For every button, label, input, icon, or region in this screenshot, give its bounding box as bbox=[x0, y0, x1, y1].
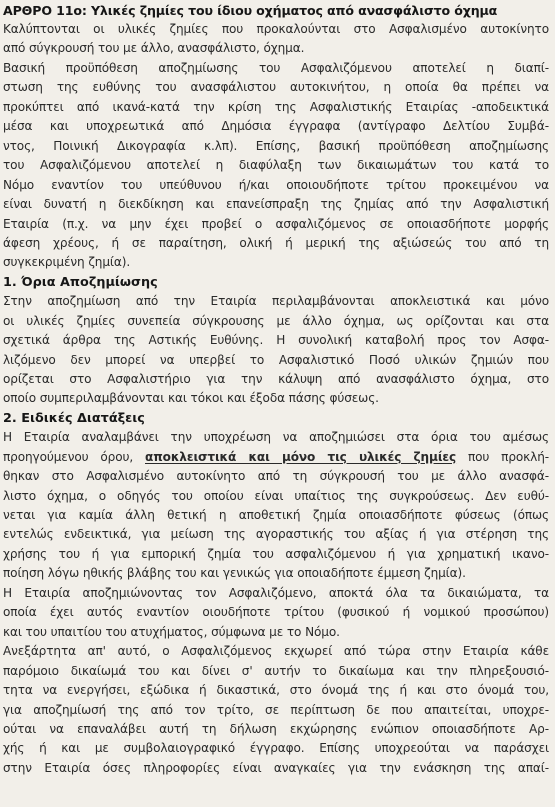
text-line: Βασική προϋπόθεση αποζημίωσης του Ασφαλιζόμενου αποτελεί η διαπί- bbox=[3, 60, 549, 75]
article-title: ΑΡΘΡΟ 11ο: Υλικές ζημίες του ίδιου οχήματος από ανασφάλιστο όχημα bbox=[3, 3, 498, 18]
text-line: χρήσης του ή για εμπορική ζημία του ασφαλιζόμενου ή για χρηματική ικανο- bbox=[3, 546, 549, 561]
text-span: που προκλή- bbox=[456, 449, 549, 464]
text-line: εντελώς ενδεικτικά, για μείωση της αγοραστικής του αξίας ή για στέρηση της bbox=[3, 527, 549, 542]
limits-paragraph bbox=[3, 292, 549, 409]
text-line: οι υλικές ζημίες συνεπεία σύγκρουσης με άλλο όχημα, ως ορίζονται και στα bbox=[3, 313, 549, 328]
text-line: Νόμο εναντίον του υπεύθυνου ή/και οποιουδήποτε τρίτου προκειμένου να bbox=[3, 177, 549, 192]
text-line: και του υπαιτίου του ατυχήματος, σύμφωνα με το Νόμο. bbox=[3, 624, 340, 639]
text-line: συγκεκριμένη ζημία). bbox=[3, 255, 131, 270]
text-line: θηκαν στο Ασφαλισμένο αυτοκίνητο από τη σύγκρουσή του με άλλο ανασφά- bbox=[3, 469, 549, 484]
section-heading-special-provisions: 2. Ειδικές Διατάξεις bbox=[3, 410, 145, 426]
text-line bbox=[3, 448, 549, 467]
text-line: Καλύπτονται οι υλικές ζημίες που προκαλούνται στο Ασφαλισμένο αυτοκίνητο bbox=[3, 22, 549, 36]
underlined-emphasis: αποκλειστικά και μόνο τις υλικές ζημίες bbox=[145, 449, 457, 464]
text-line: του Ασφαλιζόμενου αποτελεί η διαφύλαξη των δικαιωμάτων του κατά το bbox=[3, 158, 549, 173]
text-line: οποία έχει αυτός εναντίον οιουδήποτε τρίτου (φυσικού ή νομικού προσώπου) bbox=[3, 605, 549, 620]
text-line: ούται να επαναλάβει αυτή τη δήλωση εκχώρησης ενώπιον οποιασδήποτε Αρ- bbox=[3, 722, 549, 736]
text-line: σχετικά άρθρα της Αστικής Ευθύνης. Η συνολική καταβολή προς τον Ασφα- bbox=[3, 333, 549, 348]
text-line: οποίο συμπεριλαμβάνονται και τόκοι και έξοδα πάσης φύσεως. bbox=[3, 391, 379, 406]
text-span: προηγούμενου όρου, bbox=[3, 449, 146, 464]
text-line: στην Εταιρία όσες πληροφορίες είναι αναγκαίες για την ενάσκηση της απαί- bbox=[3, 760, 549, 775]
text-line: Ανεξάρτητα απ' αυτό, ο Ασφαλιζόμενος εκχωρεί από τώρα στην Εταιρία κάθε bbox=[3, 644, 549, 659]
special-provisions-paragraph bbox=[3, 428, 549, 584]
text-line: είναι δυνατή η διεκδίκηση και επανείσπραξη της ζημίας από την Ασφαλιστική bbox=[3, 197, 549, 212]
text-line: Εταιρία (π.χ. να μην έχει προβεί ο ασφαλιζόμενος σε οποιασδήποτε μορφής bbox=[3, 216, 549, 231]
text-line: λιζόμενο δεν μπορεί να υπερβεί το Ασφαλιστικό Ποσό υλικών ζημιών που bbox=[3, 352, 549, 367]
section-heading-limits: 1. Όρια Αποζημίωσης bbox=[3, 274, 158, 290]
text-line: ποίηση λόγω ηθικής βλάβης του και γενικώς για οποιαδήποτε έμμεση ζημία). bbox=[3, 566, 466, 581]
conditions-paragraph bbox=[3, 59, 549, 273]
intro-paragraph bbox=[3, 20, 549, 59]
text-line: στωση της ευθύνης του ανασφάλιστου αυτοκινήτου, η οποία θα πρέπει να bbox=[3, 80, 549, 95]
assignment-paragraph bbox=[3, 642, 549, 778]
subrogation-paragraph bbox=[3, 584, 549, 642]
text-line: άφεση χρέους, ή σε παραίτηση, ολική ή μερική της αξιώσεώς του από τη bbox=[3, 235, 549, 250]
text-line: ντος, Ποινική Δικογραφία κ.λπ). Επίσης, βασική προϋπόθεση αποζημίωσης bbox=[3, 138, 549, 153]
text-line: χής ή και με συμβολαιογραφικό έγγραφο. Επίσης υποχρεούται να παράσχει bbox=[3, 741, 549, 756]
text-line: λιστο όχημα, ο οδηγός του οποίου είναι υπαίτιος της συγκρούσεως. Δεν ευθύ- bbox=[3, 488, 549, 503]
text-line: παρόμοιο δικαίωμά του και δίνει σ' αυτήν το δικαίωμα και την πληρεξουσιό- bbox=[3, 663, 549, 678]
text-line: προκύπτει από ικανά-κατά την κρίση της Ασφαλιστικής Εταιρίας -αποδεικτικά bbox=[3, 99, 549, 114]
text-line: νεται για καμία άλλη θετική η αποθετική ζημία οποιασδήποτε φύσεως (όπως bbox=[3, 508, 549, 523]
text-line: τητα να ενεργήσει, εξώδικα ή δικαστικά, στο όνομά της ή και στο όνομά του, bbox=[3, 683, 549, 698]
text-line: μέσα και υποχρεωτικά από Δημόσια έγγραφα (αντίγραφο Δελτίου Συμβά- bbox=[3, 119, 549, 134]
text-line: για αποζημίωσή της από τον τρίτο, σε περίπτωση δε που απαιτείται, υποχρε- bbox=[3, 702, 549, 717]
text-line: Η Εταιρία αποζημιώνοντας τον Ασφαλιζόμενο, αποκτά όλα τα δικαιώματα, τα bbox=[3, 585, 549, 600]
text-line: από σύγκρουσή του με άλλο, ανασφάλιστο, όχημα. bbox=[3, 41, 305, 56]
text-line: Η Εταιρία αναλαμβάνει την υποχρέωση να αποζημιώσει στα όρια του αμέσως bbox=[3, 430, 549, 445]
text-line: Στην αποζημίωση από την Εταιρία περιλαμβάνονται αποκλειστικά και μόνο bbox=[3, 294, 549, 309]
text-line: ορίζεται στο Ασφαλιστήριο για την κάλυψη από ανασφάλιστο όχημα, στο bbox=[3, 372, 549, 386]
